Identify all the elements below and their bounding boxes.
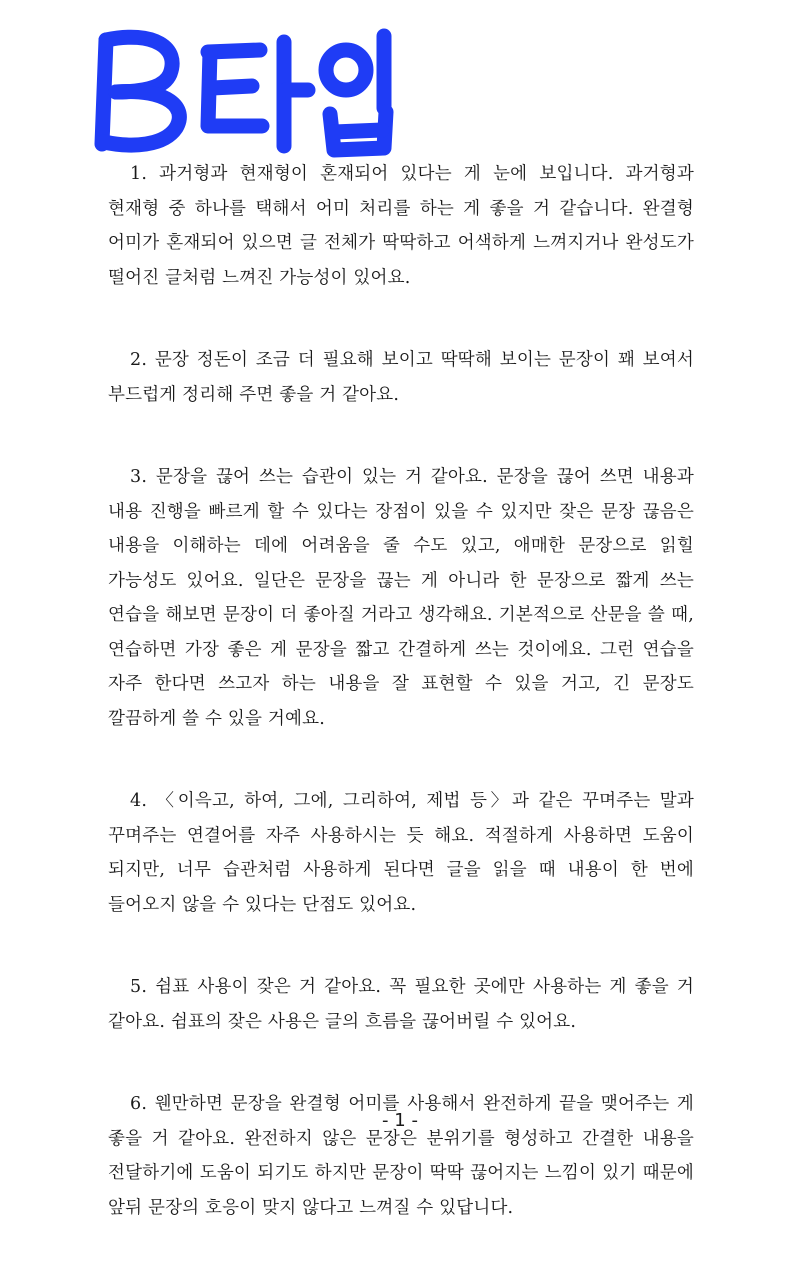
feedback-item-2: 2. 문장 정돈이 조금 더 필요해 보이고 딱딱해 보이는 문장이 꽤 보여서 부드럽게 정리해 주면 좋을 거 같아요. xyxy=(108,350,694,405)
feedback-item-6: 6. 웬만하면 문장을 완결형 어미를 사용해서 완전하게 끝을 맺어주는 게 좋을 거 같아요. 완전하지 않은 문장은 분위기를 형성하고 간결한 내용을 전달하기에 도움이 되기도 하지만 문장이 딱딱 끊어지는 느낌이 있기 때문에 앞뒤 문장의 호응이 맞지 않다고 느껴질 수 있답니다. xyxy=(108,1094,694,1218)
page-number: - 1 - xyxy=(382,1110,418,1131)
feedback-body xyxy=(108,157,694,1273)
feedback-item-4: 4. 〈이윽고, 하여, 그에, 그리하여, 제법 등〉과 같은 꾸며주는 말과 꾸며주는 연결어를 자주 사용하시는 듯 해요. 적절하게 사용하면 도움이 되지만, 너무 습관처럼 사용하게 된다면 글을 읽을 때 내용이 한 번에 들어오지 않을 수 있다는 단점도 있어요. xyxy=(108,791,694,915)
feedback-item-5: 5. 쉼표 사용이 잦은 거 같아요. 꼭 필요한 곳에만 사용하는 게 좋을 거 같아요. 쉼표의 잦은 사용은 글의 흐름을 끊어버릴 수 있어요. xyxy=(108,977,694,1032)
feedback-item-1: 1. 과거형과 현재형이 혼재되어 있다는 게 눈에 보입니다. 과거형과 현재형 중 하나를 택해서 어미 처리를 하는 게 좋을 거 같습니다. 완결형 어미가 혼재되어 있으면 글 전체가 딱딱하고 어색하게 느껴지거나 완성도가 떨어진 글처럼 느껴진 가능성이 있어요. xyxy=(108,164,694,288)
feedback-item-3: 3. 문장을 끊어 쓰는 습관이 있는 거 같아요. 문장을 끊어 쓰면 내용과 내용 진행을 빠르게 할 수 있다는 장점이 있을 수 있지만 잦은 문장 끊음은 내용을 이해하는 데에 어려움을 줄 수도 있고, 애매한 문장으로 읽힐 가능성도 있어요. 일단은 문장을 끊는 게 아니라 한 문장으로 짧게 쓰는 연습을 해보면 문장이 더 좋아질 거라고 생각해요. 기본적으로 산문을 쓸 때, 연습하면 가장 좋은 게 문장을 짧고 간결하게 쓰는 것이에요. 그런 연습을 자주 한다면 쓰고자 하는 내용을 잘 표현할 수 있을 거고, 긴 문장도 깔끔하게 쓸 수 있을 거예요. xyxy=(108,467,694,729)
b-type-stamp-drawing xyxy=(84,22,404,158)
stamp-text xyxy=(84,158,85,159)
handwritten-b-type-stamp xyxy=(84,22,404,158)
